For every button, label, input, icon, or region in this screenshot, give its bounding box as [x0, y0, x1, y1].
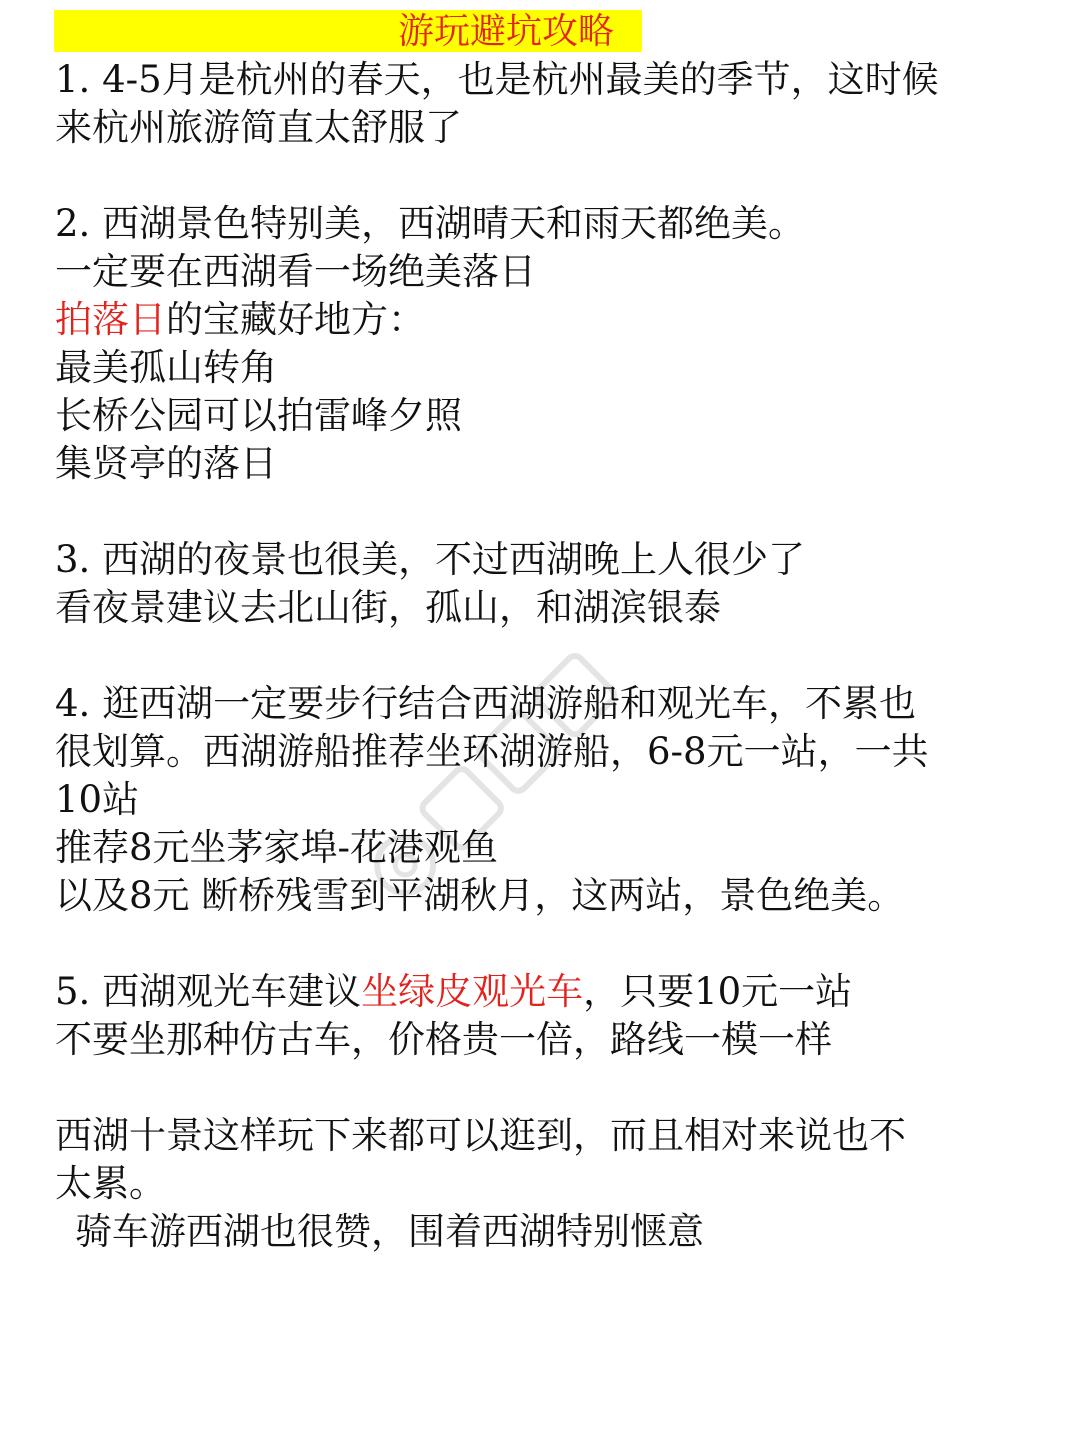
section4-line5: 以及8元 断桥残雪到平湖秋月，这两站，景色绝美。: [55, 874, 905, 917]
spacer: [55, 632, 1045, 680]
spacer: [55, 488, 1045, 536]
page-title: 游玩避坑攻略: [398, 11, 615, 52]
closing-line1: 西湖十景这样玩下来都可以逛到，而且相对来说也不: [55, 1114, 906, 1157]
spacer: [55, 1064, 1045, 1112]
section4-line4: 推荐8元坐茅家埠-花港观鱼: [55, 826, 499, 869]
spacer: [55, 920, 1045, 968]
section4-line3: 10站: [55, 778, 140, 821]
closing-line3: 骑车游西湖也很赞，围着西湖特别惬意: [75, 1210, 704, 1253]
section2-line3-rest: 的宝藏好地方：: [166, 298, 425, 341]
section2-line2: 一定要在西湖看一场绝美落日: [55, 250, 536, 293]
section2-line1: 2. 西湖景色特别美，西湖晴天和雨天都绝美。: [55, 202, 806, 245]
section5-line2: 不要坐那种仿古车，价格贵一倍，路线一模一样: [55, 1018, 832, 1061]
section5-line1: [55, 968, 1045, 1016]
spacer: [55, 152, 1045, 200]
section1-line1: 1. 4-5月是杭州的春天，也是杭州最美的季节，这时候: [55, 58, 939, 101]
section2-line3: [55, 296, 1045, 344]
section3-line2: 看夜景建议去北山街，孤山，和湖滨银泰: [55, 586, 721, 629]
section4-line1: 4. 逛西湖一定要步行结合西湖游船和观光车，不累也: [55, 682, 917, 725]
section2-line5: 长桥公园可以拍雷峰夕照: [55, 394, 462, 437]
article-body: [55, 56, 1045, 1256]
section4-line2: 很划算。西湖游船推荐坐环湖游船，6-8元一站，一共: [55, 730, 929, 773]
section2-line4: 最美孤山转角: [55, 346, 277, 389]
section1-line2: 来杭州旅游简直太舒服了: [55, 106, 462, 149]
highlight-red-text: 坐绿皮观光车: [361, 970, 584, 1013]
section2-line6: 集贤亭的落日: [55, 442, 277, 485]
section5-line1-pre: 5. 西湖观光车建议: [55, 970, 362, 1013]
section3-line1: 3. 西湖的夜景也很美，不过西湖晚上人很少了: [55, 538, 806, 581]
closing-line2: 太累。: [55, 1162, 166, 1205]
section5-line1-post: ，只要10元一站: [583, 970, 853, 1013]
highlight-red-text: 拍落日: [55, 298, 166, 341]
